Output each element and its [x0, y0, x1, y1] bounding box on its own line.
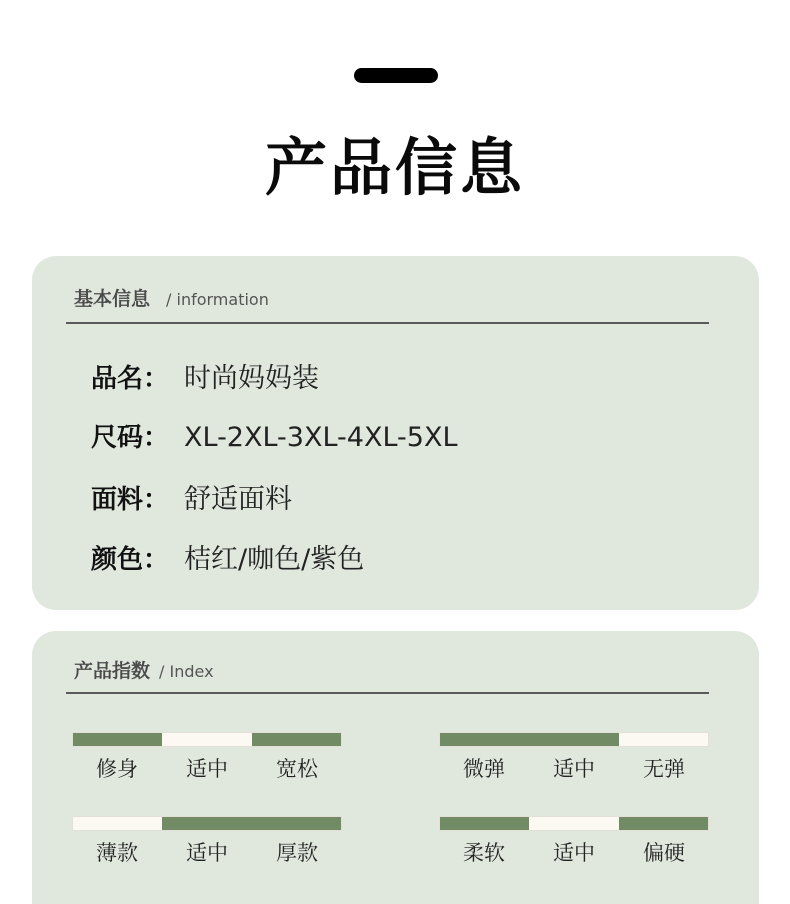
page-title: 产品信息 — [264, 131, 525, 204]
basic-info-subtitle: / information — [166, 290, 269, 309]
scale-labels — [72, 837, 342, 867]
info-row-name — [91, 356, 319, 395]
scale-labels — [439, 837, 709, 867]
scale-segment — [252, 733, 341, 746]
scale-segment — [440, 733, 529, 746]
scale-segment — [529, 733, 618, 746]
softness-scale — [439, 816, 709, 867]
product-index-divider — [66, 692, 709, 694]
scale-label: 偏硬 — [643, 841, 685, 865]
info-key: 面料： — [91, 485, 170, 515]
scale-segment — [619, 817, 708, 830]
scale-label: 薄款 — [96, 841, 138, 865]
scale-bar — [72, 732, 342, 747]
scale-segment — [252, 817, 341, 830]
basic-info-header — [74, 284, 269, 311]
info-value: 时尚妈妈装 — [184, 363, 319, 394]
scale-label: 修身 — [96, 757, 138, 781]
scale-label: 微弹 — [463, 757, 505, 781]
info-value: XL-2XL-3XL-4XL-5XL — [184, 422, 458, 453]
product-index-header — [74, 656, 214, 683]
info-key: 颜色： — [91, 545, 170, 575]
scale-label: 适中 — [186, 757, 228, 781]
info-row-size — [91, 417, 457, 454]
info-row-fabric — [91, 477, 292, 516]
product-index-title: 产品指数 — [74, 660, 151, 682]
scale-segment — [73, 817, 162, 830]
info-row-color — [91, 537, 364, 576]
scale-label: 适中 — [553, 841, 595, 865]
scale-label: 厚款 — [276, 841, 318, 865]
scale-bar — [72, 816, 342, 831]
scale-label: 无弹 — [643, 757, 685, 781]
thickness-scale — [72, 816, 342, 867]
basic-info-card — [32, 256, 759, 610]
scale-label: 适中 — [553, 757, 595, 781]
scale-segment — [162, 733, 251, 746]
info-value: 舒适面料 — [184, 484, 292, 515]
scale-segment — [619, 733, 708, 746]
scale-labels — [72, 753, 342, 783]
product-index-subtitle: / Index — [159, 662, 214, 681]
scale-label: 适中 — [186, 841, 228, 865]
info-value: 桔红/咖色/紫色 — [184, 544, 365, 575]
scale-segment — [162, 817, 251, 830]
elasticity-scale — [439, 732, 709, 783]
info-key: 尺码： — [91, 423, 170, 453]
scale-segment — [73, 733, 162, 746]
scale-segment — [529, 817, 618, 830]
basic-info-title: 基本信息 — [74, 288, 151, 310]
scale-segment — [440, 817, 529, 830]
basic-info-divider — [66, 322, 709, 324]
scale-label: 柔软 — [463, 841, 505, 865]
product-index-card — [32, 631, 759, 904]
info-key: 品名： — [91, 364, 170, 394]
title-decoration-bar — [354, 68, 438, 83]
fit-scale — [72, 732, 342, 783]
scale-label: 宽松 — [276, 757, 318, 781]
scale-labels — [439, 753, 709, 783]
scale-bar — [439, 816, 709, 831]
scale-bar — [439, 732, 709, 747]
